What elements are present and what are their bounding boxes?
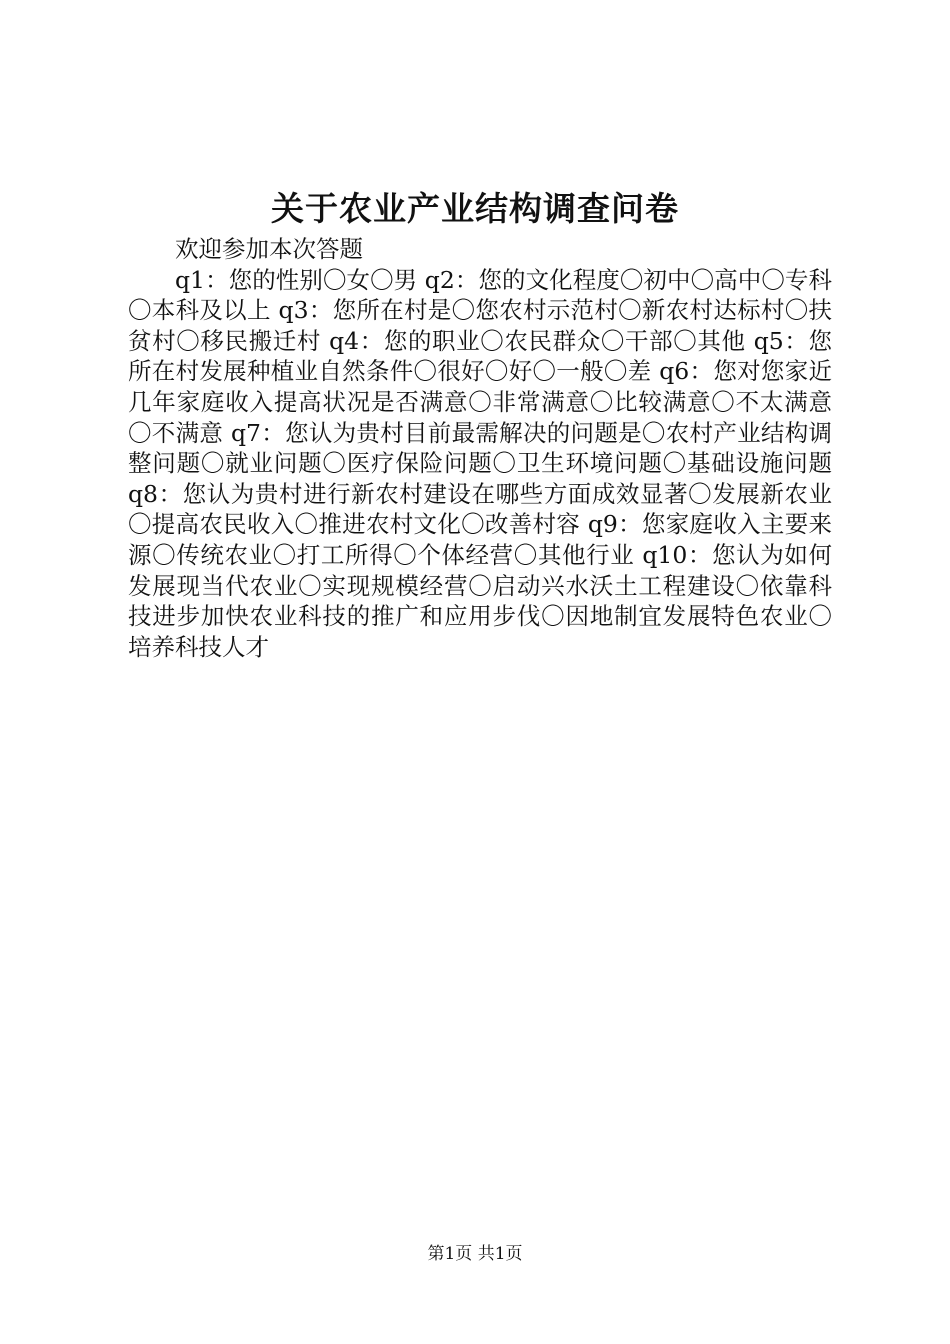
page-footer: 第1页 共1页 (427, 1244, 523, 1264)
document-title: 关于农业产业结构调查问卷 (271, 189, 679, 228)
document-body (128, 234, 832, 662)
questions-paragraph: q1：您的性别〇女〇男 q2：您的文化程度〇初中〇高中〇专科〇本科及以上 q3：您所在村是〇您农村示范村〇新农村达标村〇扶贫村〇移民搬迁村 q4：您的职业〇农民群众〇干部〇其他 q5：您所在村发展种植业自然条件〇很好〇好〇一般〇差 q6：您对您家近几年家庭收入提高状况是否满意〇非常满意〇比较满意〇不太满意〇不满意 q7：您认为贵村目前最需解决的问题是〇农村产业结构调整问题〇就业问题〇医疗保险问题〇卫生环境问题〇基础设施问题 q8：您认为贵村进行新农村建设在哪些方面成效显著〇发展新农业〇提高农民收入〇推进农村文化〇改善村容 q9：您家庭收入主要来源〇传统农业〇打工所得〇个体经营〇其他行业 q10：您认为如何发展现当代农业〇实现规模经营〇启动兴水沃土工程建设〇依靠科技进步加快农业科技的推广和应用步伐〇因地制宜发展特色农业〇培养科技人才 (128, 265, 832, 661)
intro-paragraph: 欢迎参加本次答题 (175, 235, 363, 263)
